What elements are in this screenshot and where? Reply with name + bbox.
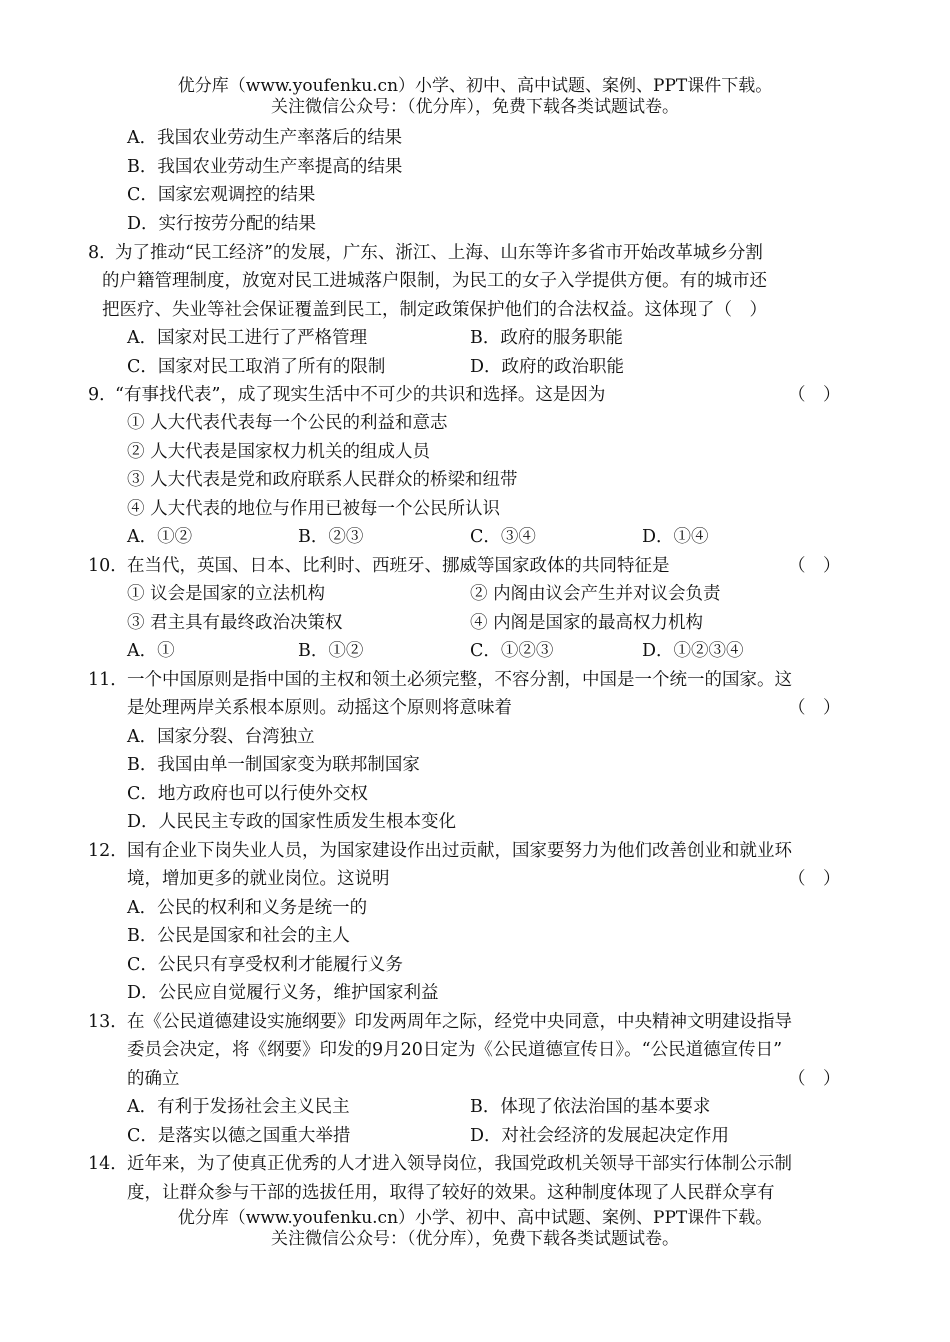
q9-number: 9． [88, 385, 117, 405]
q14-number: 14． [88, 1154, 128, 1174]
q10-option-b: B．①② [298, 641, 364, 661]
q10-item-1: ① 议会是国家的立法机构 [127, 584, 326, 604]
q10-option-c: C．①②③ [470, 641, 554, 661]
q9-option-c: C．③④ [470, 527, 536, 547]
q9-option-a: A．①② [127, 527, 193, 547]
q9-option-b: B．②③ [298, 527, 364, 547]
q13-option-c: C．是落实以德之国重大举措 [127, 1126, 351, 1146]
q9-option-d: D．①④ [642, 527, 709, 547]
q9-answer-paren: （ ） [788, 385, 841, 405]
q10-number: 10． [88, 556, 128, 576]
q12-answer-paren: （ ） [788, 869, 841, 889]
q8-number: 8． [88, 243, 117, 263]
page-header [0, 76, 950, 118]
q10-option-a: A．① [127, 641, 175, 661]
q13-answer-paren: （ ） [788, 1069, 841, 1089]
q10-item-3: ③ 君主具有最终政治决策权 [127, 613, 343, 633]
footer-line-2: 关注微信公众号：（优分库），免费下载各类试题试卷。 [271, 1229, 679, 1249]
q13-number: 13． [88, 1012, 128, 1032]
q10-option-d: D．①②③④ [642, 641, 744, 661]
q11-number: 11． [88, 670, 128, 690]
header-line-2: 关注微信公众号：（优分库），免费下载各类试题试卷。 [271, 97, 679, 117]
q13-option-a: A．有利于发扬社会主义民主 [127, 1097, 350, 1117]
q8-option-a: A．国家对民工进行了严格管理 [127, 328, 368, 348]
page-footer [0, 1208, 950, 1250]
q12-number: 12． [88, 841, 128, 861]
q13-option-b: B．体现了依法治国的基本要求 [470, 1097, 711, 1117]
q10-item-2: ② 内阁由议会产生并对议会负责 [470, 584, 721, 604]
q11-answer-paren: （ ） [788, 698, 841, 718]
q8-option-d: D．政府的政治职能 [470, 357, 625, 377]
footer-line-1: 优分库（www.youfenku.cn）小学、初中、高中试题、案例、PPT课件下载。 [177, 1208, 773, 1228]
q10-answer-paren: （ ） [788, 556, 841, 576]
q8-option-c: C．国家对民工取消了所有的限制 [127, 357, 386, 377]
q8-option-b: B．政府的服务职能 [470, 328, 623, 348]
q13-option-d: D．对社会经济的发展起决定作用 [470, 1126, 730, 1146]
header-line-1: 优分库（www.youfenku.cn）小学、初中、高中试题、案例、PPT课件下载。 [177, 76, 773, 96]
q10-item-4: ④ 内阁是国家的最高权力机构 [470, 613, 704, 633]
